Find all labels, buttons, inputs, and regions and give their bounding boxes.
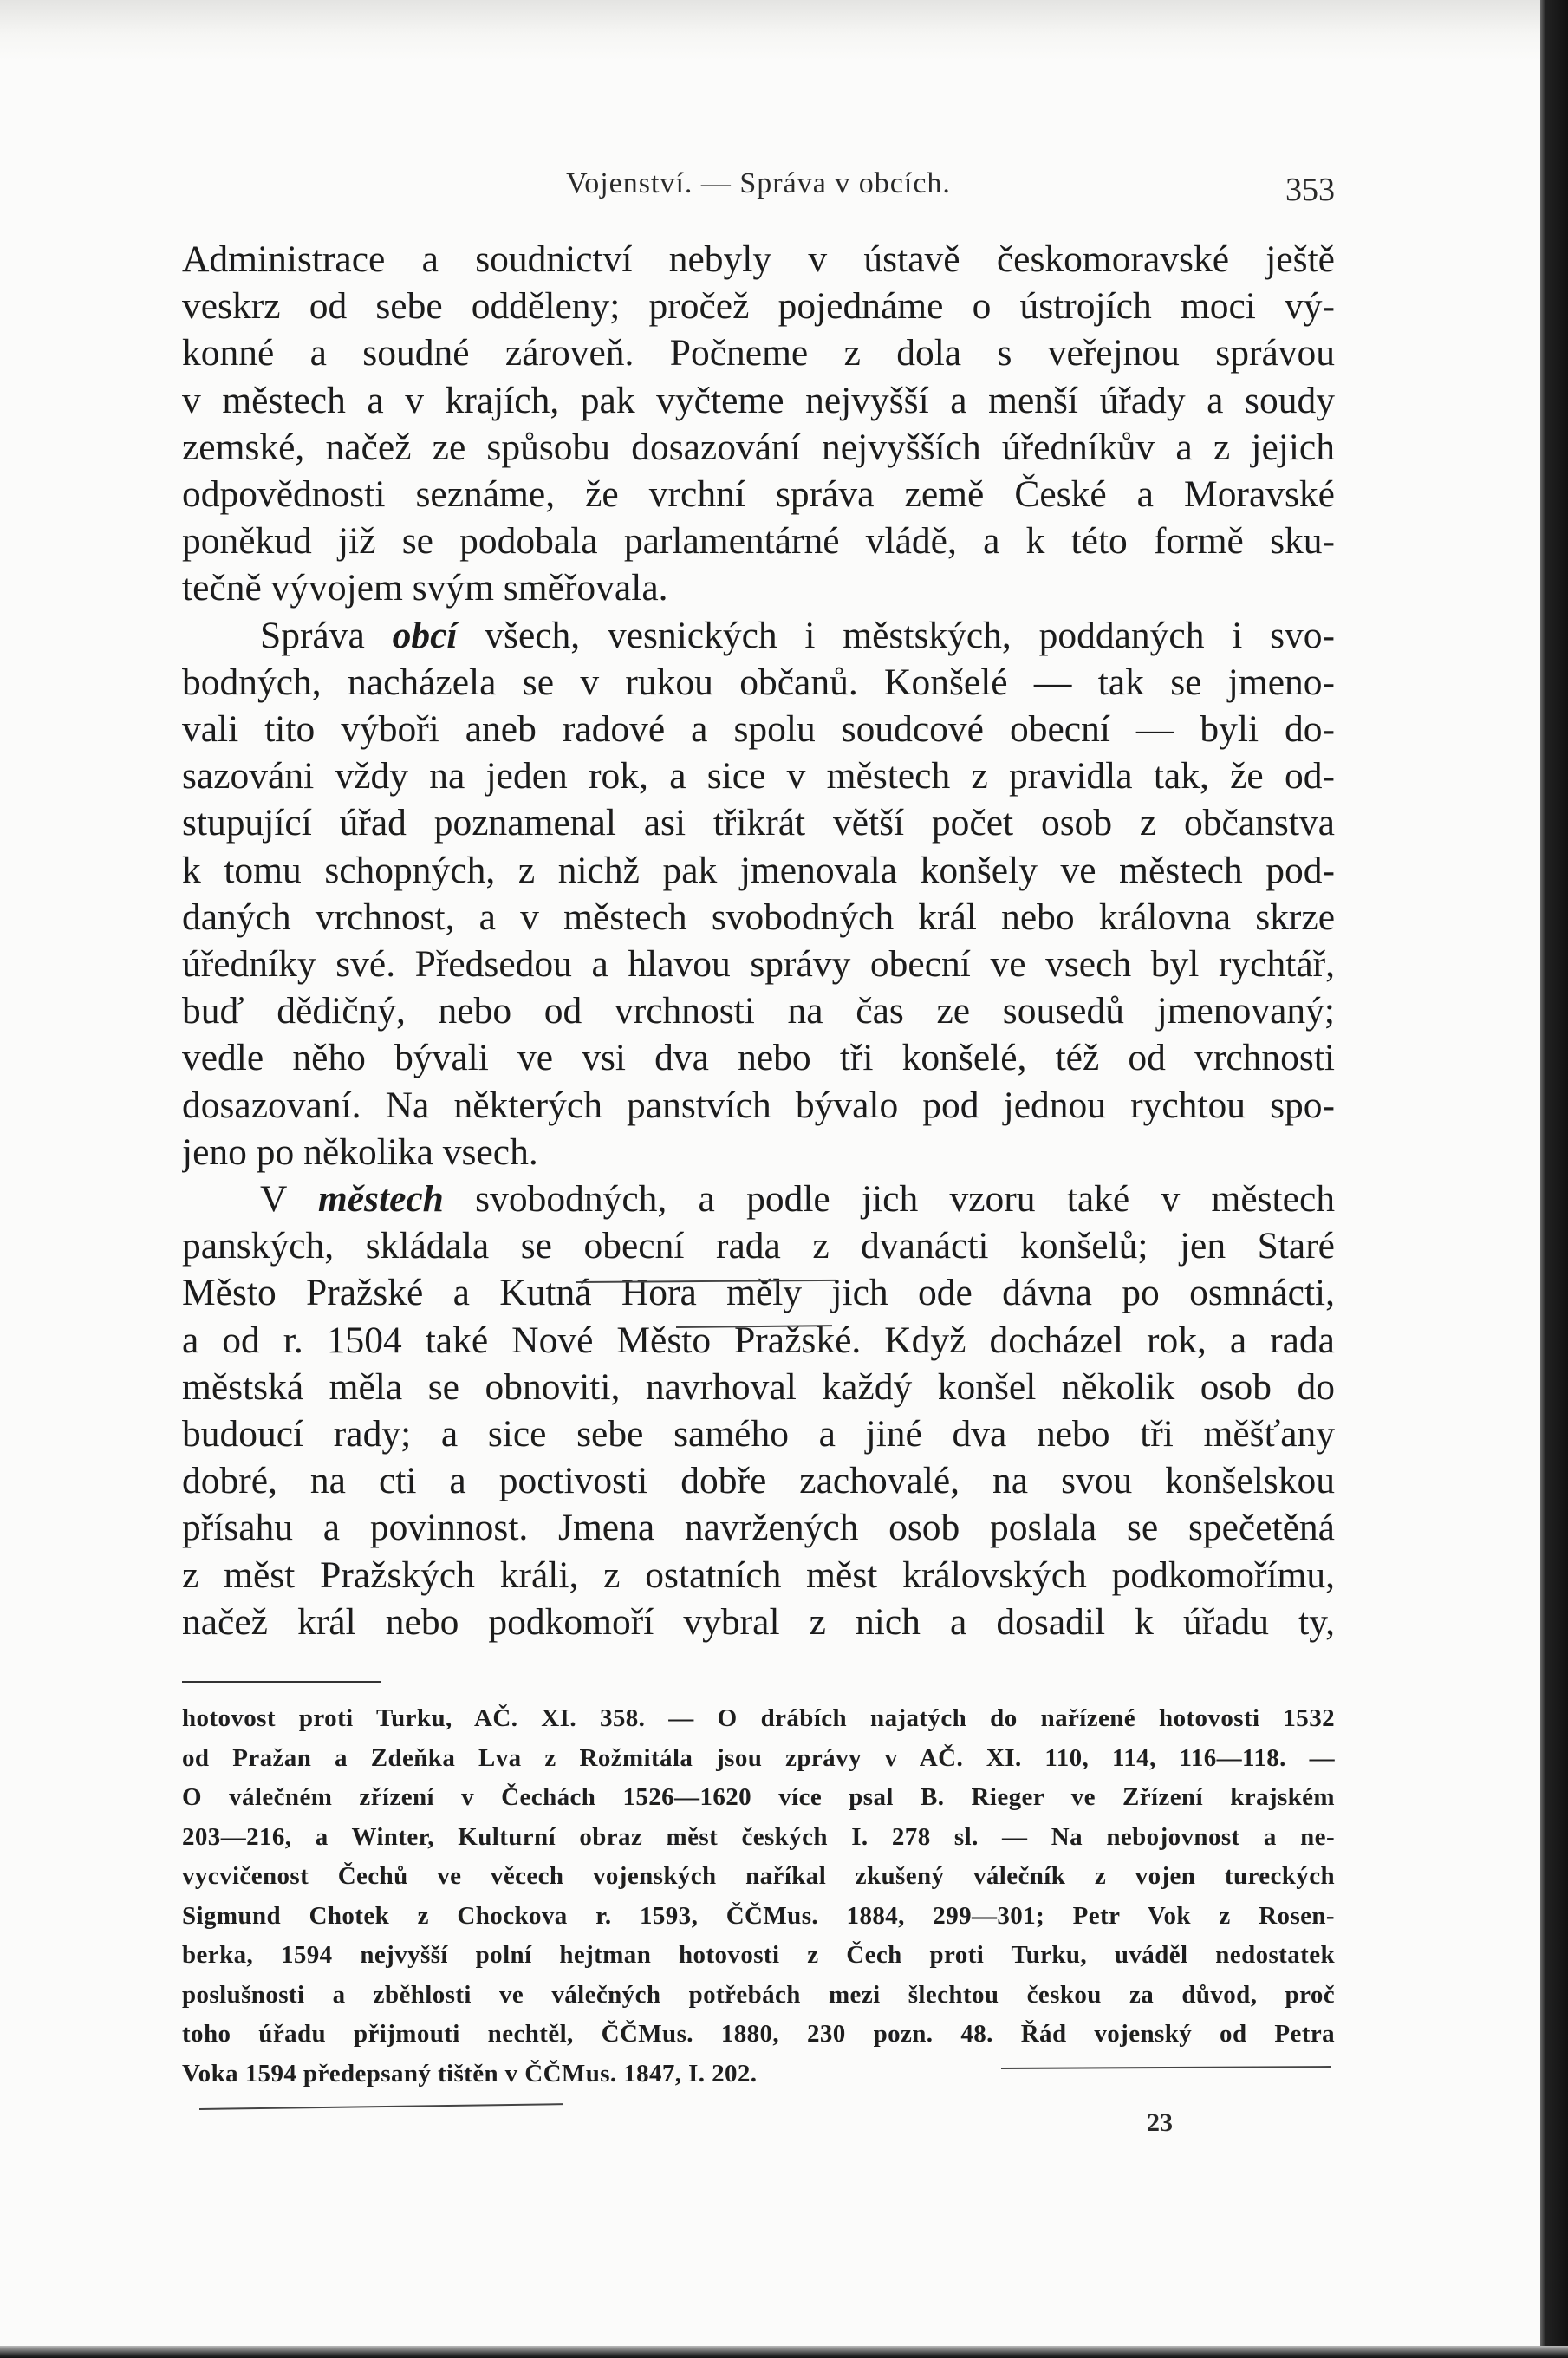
text-line: úředníky své. Předsedou a hlavou správy obecní ve vsech byl rychtář, [182,943,1335,986]
text-line: sazováni vždy na jeden rok, a sice v městech z pravidla tak, že od- [182,755,1335,798]
text-line: městská měla se obnoviti, navrhoval každý konšel několik osob do [182,1365,1335,1408]
text-line: bodných, nacházela se v rukou občanů. Konšelé — tak se jmeno- [182,661,1335,703]
text-line: jeno po několika vsech. [182,1130,538,1173]
text-line: zemské, načež ze spůsobu dosazování nejvyšších úředníkův a z jejich [182,426,1335,468]
emphasis-mestech: městech [317,1178,444,1221]
text-line: Město Pražské a Kutná Hora měly jich ode dávna po osmnácti, [182,1272,1335,1314]
scan-bottom-edge [0,2346,1568,2358]
text-line: daných vrchnost, a v městech svobodných král nebo královna skrze [182,896,1335,938]
running-head [182,160,1335,212]
text-run: všech, vesnických i městských, poddaných i svo- [485,614,1335,656]
text-line: budoucí rady; a sice sebe samého a jiné dva nebo tři měšťany [182,1413,1335,1456]
emphasis-obci: obcí [392,614,458,656]
text-line: z měst Pražských králi, z ostatních měst královských podkomořímu, [182,1554,1335,1596]
text-run: Správa [260,614,365,656]
pencil-mark [199,2103,563,2110]
text-line: odpovědnosti seznáme, že vrchní správa země České a Moravské [182,473,1335,516]
footnote-line: O válečném zřízení v Čechách 1526—1620 více psal B. Rieger ve Zřízení krajském [182,1783,1335,1811]
main-text [182,236,1335,1645]
text-line: konné a soudné zároveň. Počneme z dola s veřejnou správou [182,332,1335,375]
text-line: vedle něho bývali ve vsi dva nebo tři konšelé, též od vrchnosti [182,1037,1335,1079]
paragraph-start-line [182,1176,1335,1222]
text-line: v městech a v krajích, pak vyčteme nejvyšší a menší úřady a soudy [182,379,1335,421]
footnote-line: berka, 1594 nejvyšší polní hejtman hotovosti z Čech proti Turku, uváděl nedostatek [182,1941,1335,1969]
text-line: k tomu schopných, z nichž pak jmenovala konšely ve městech pod- [182,849,1335,891]
footnote-line: poslušnosti a zběhlosti ve válečných potřebách mezi šlechtou českou za důvod, proč [182,1980,1335,2009]
text-line: Administrace a soudnictví nebyly v ústavě českomoravské ještě [182,238,1335,280]
footnote-line: Voka 1594 předepsaný tištěn v ČČMus. 1847, I. 202. [182,2059,758,2088]
footnote-separator [182,1681,381,1683]
footnote-line: Sigmund Chotek z Chockova r. 1593, ČČMus. 1884, 299—301; Petr Vok z Rosen- [182,1901,1335,1930]
text-line: načež král nebo podkomoří vybral z nich a dosadil k úřadu ty, [182,1600,1335,1643]
footnote-line: od Pražan a Zdeňka Lva z Rožmitála jsou zprávy v AČ. XI. 110, 114, 116—118. — [182,1743,1335,1772]
footnote-line: 203—216, a Winter, Kulturní obraz měst českých I. 278 sl. — Na nebojovnost a ne- [182,1822,1335,1851]
text-line: buď dědičný, nebo od vrchnosti na čas ze sousedů jmenovaný; [182,990,1335,1032]
text-run: svobodných, a podle jich vzoru také v městech [475,1178,1335,1221]
text-line: poněkud již se podobala parlamentárné vládě, a k této formě sku- [182,520,1335,563]
scan-top-shading [0,0,1543,61]
text-run: V [260,1178,287,1221]
text-line: tečně vývojem svým směřovala. [182,567,668,609]
text-line: a od r. 1504 také Nové Město Pražské. Když docházel rok, a rada [182,1319,1335,1361]
running-title: Vojenství. — Správa v obcích. [566,167,951,199]
footnote-line: toho úřadu přijmouti nechtěl, ČČMus. 1880, 230 pozn. 48. Řád vojenský od Petra [182,2020,1335,2048]
sheet-signature: 23 [1147,2108,1173,2137]
footnote-line: hotovost proti Turku, AČ. XI. 358. — O drábích najatých do nařízené hotovosti 1532 [182,1704,1335,1732]
footnote-line: vycvičenost Čechů ve věcech vojenských naříkal zkušený válečník z vojen tureckých [182,1862,1335,1890]
text-line: stupující úřad poznamenal asi třikrát větší počet osob z občanstva [182,802,1335,844]
text-line: dobré, na cti a poctivosti dobře zachovalé, na svou konšelskou [182,1460,1335,1502]
text-line: vali tito výboři aneb radové a spolu soudcové obecní — byli do- [182,708,1335,751]
paragraph-start-line [182,612,1335,659]
text-line: panských, skládala se obecní rada z dvanácti konšelů; jen Staré [182,1225,1335,1267]
text-line: veskrz od sebe odděleny; pročež pojednáme o ústrojích moci vý- [182,285,1335,328]
text-line: dosazovaní. Na některých panstvích bývalo pod jednou rychtou spo- [182,1084,1335,1126]
scan-right-edge [1540,0,1568,2358]
footnotes [182,1699,1335,2094]
page-number: 353 [1285,172,1335,208]
text-line: přísahu a povinnost. Jmena navržených osob poslala se spečetěná [182,1507,1335,1549]
